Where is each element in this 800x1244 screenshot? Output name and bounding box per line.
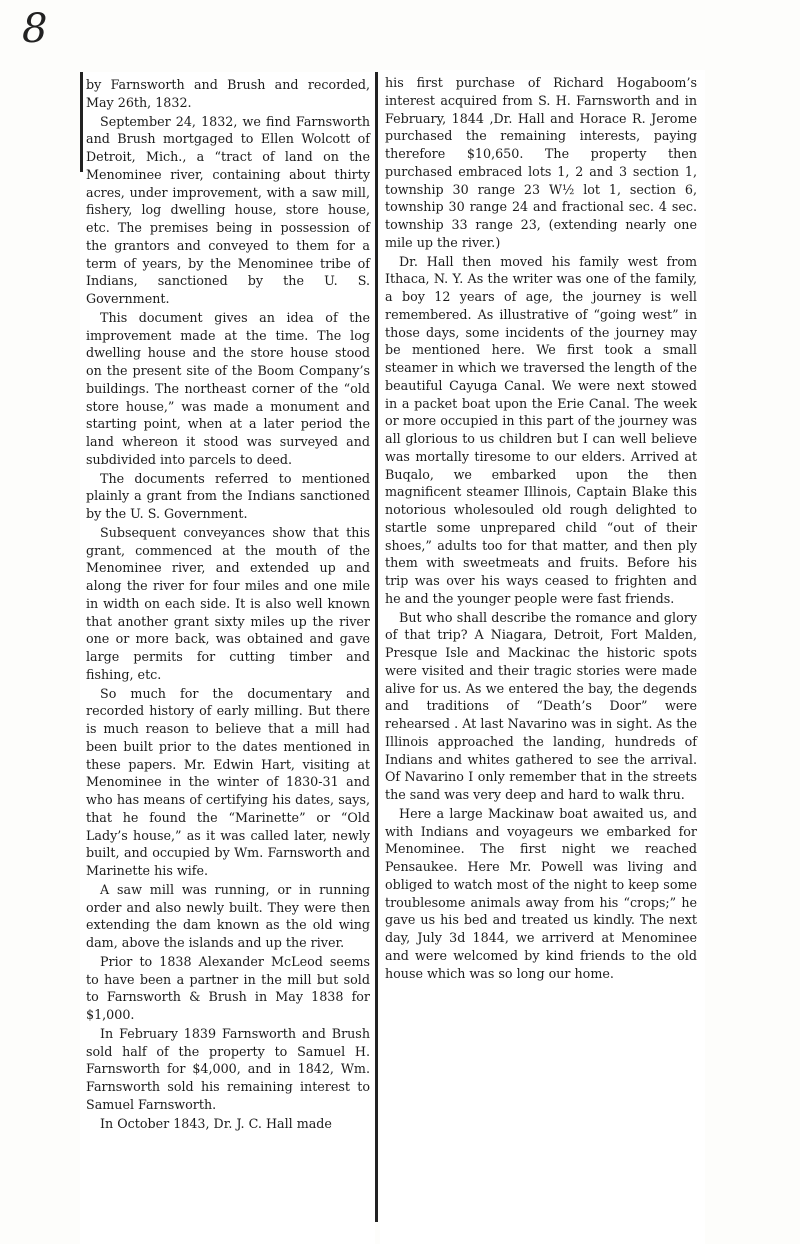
article-column-left [86, 76, 370, 1133]
paragraph: The documents referred to mentioned plainly a grant from the Indians sanctioned by the U. S. Government. [86, 470, 370, 521]
article-column-right [385, 74, 697, 983]
paragraph: September 24, 1832, we find Farnsworth and Brush mortgaged to Ellen Wolcott of Detroit, Mich., a “tract of land on the Menominee river, containing about thirty acres, under improvement, with a saw mill, fishery, log dwelling house, store house, etc. The premises being in possession of the grantors and conveyed to them for a term of years, by the Menominee tribe of Indians, sanctioned by the U. S. Government. [86, 113, 370, 306]
paragraph: by Farnsworth and Brush and recorded, May 26th, 1832. [86, 77, 370, 110]
column-rule-middle [375, 72, 378, 1222]
paragraph: Subsequent conveyances show that this grant, commenced at the mouth of the Menominee river, and extended up and along the river for four miles and one mile in width on each side. It is also well known that another grant sixty miles up the river one or more back, was obtained and gave large permits for cutting timber and fishing, etc. [86, 524, 370, 682]
paragraph: In February 1839 Farnsworth and Brush sold half of the property to Samuel H. Farnsworth for $4,000, and in 1842, Wm. Farnsworth sold his remaining interest to Samuel Farnsworth. [86, 1025, 370, 1112]
column-rule-left [80, 72, 83, 172]
paragraph: his first purchase of Richard Hogaboom’s interest acquired from S. H. Farnsworth and in February, 1844 ,Dr. Hall and Horace R. Jerome purchased the remaining interests, paying therefore $10,650. The property then purchased embraced lots 1, 2 and 3 section 1, township 30 range 23 W½ lot 1, section 6, township 30 range 24 and fractional sec. 4 sec. township 33 range 23, (extending nearly one mile up the river.) [385, 75, 697, 250]
paragraph: But who shall describe the romance and glory of that trip? A Niagara, Detroit, Fort Malden, Presque Isle and Mackinac the historic spots were visited and their tragic stories were made alive for us. As we entered the bay, the degends and traditions of “Death’s Door” were rehearsed . At last Navarino was in sight. As the Illinois approached the landing, hundreds of Indians and whites gathered to see the arrival. Of Navarino I only remember that in the streets the sand was very deep and hard to walk thru. [385, 609, 697, 802]
paragraph: A saw mill was running, or in running order and also newly built. They were then extending the dam known as the old wing dam, above the islands and up the river. [86, 881, 370, 950]
page-number: 8 [22, 6, 48, 52]
paragraph: Here a large Mackinaw boat awaited us, and with Indians and voyageurs we embarked for Menominee. The first night we reached Pensaukee. Here Mr. Powell was living and obliged to watch most of the night to keep some troublesome animals away from his “crops;” he gave us his bed and treated us kindly. The next day, July 3d 1844, we arriverd at Menominee and were welcomed by kind friends to the old house which was so long our home. [385, 805, 697, 981]
paragraph: Prior to 1838 Alexander McLeod seems to have been a partner in the mill but sold to Farnsworth & Brush in May 1838 for $1,000. [86, 953, 370, 1022]
paragraph: In October 1843, Dr. J. C. Hall made [100, 1115, 332, 1131]
paragraph: So much for the documentary and recorded history of early milling. But there is much reason to believe that a mill had been built prior to the dates mentioned in these papers. Mr. Edwin Hart, visiting at Menominee in the winter of 1830-31 and who has means of certifying his dates, says, that he found the “Marinette” or “Old Lady’s house,” as it was called later, newly built, and occupied by Wm. Farnsworth and Marinette his wife. [86, 685, 370, 878]
paragraph: This document gives an idea of the improvement made at the time. The log dwelling house and the store house stood on the present site of the Boom Company’s buildings. The northeast corner of the “old store house,” was made a monument and starting point, when at a later period the land whereon it stood was surveyed and subdivided into parcels to deed. [86, 309, 370, 467]
paragraph: Dr. Hall then moved his family west from Ithaca, N. Y. As the writer was one of the family, a boy 12 years of age, the journey is well remembered. As illustrative of “going west” in those days, some incidents of the journey may be mentioned here. We first took a small steamer in which we traversed the length of the beautiful Cayuga Canal. We were next stowed in a packet boat upon the Erie Canal. The week or more occupied in this part of the journey was all glorious to us children but I can well believe was mortally tiresome to our elders. Arrived at Buqalo, we embarked upon the then magnificent steamer Illinois, Captain Blake this notorious wholesouled old rough delighted to startle some unprepared child “out of their shoes,” adults too for that matter, and then ply them with sweetmeats and fruits. Before his trip was over his ways ceased to frighten and he and the younger people were fast friends. [385, 253, 697, 606]
